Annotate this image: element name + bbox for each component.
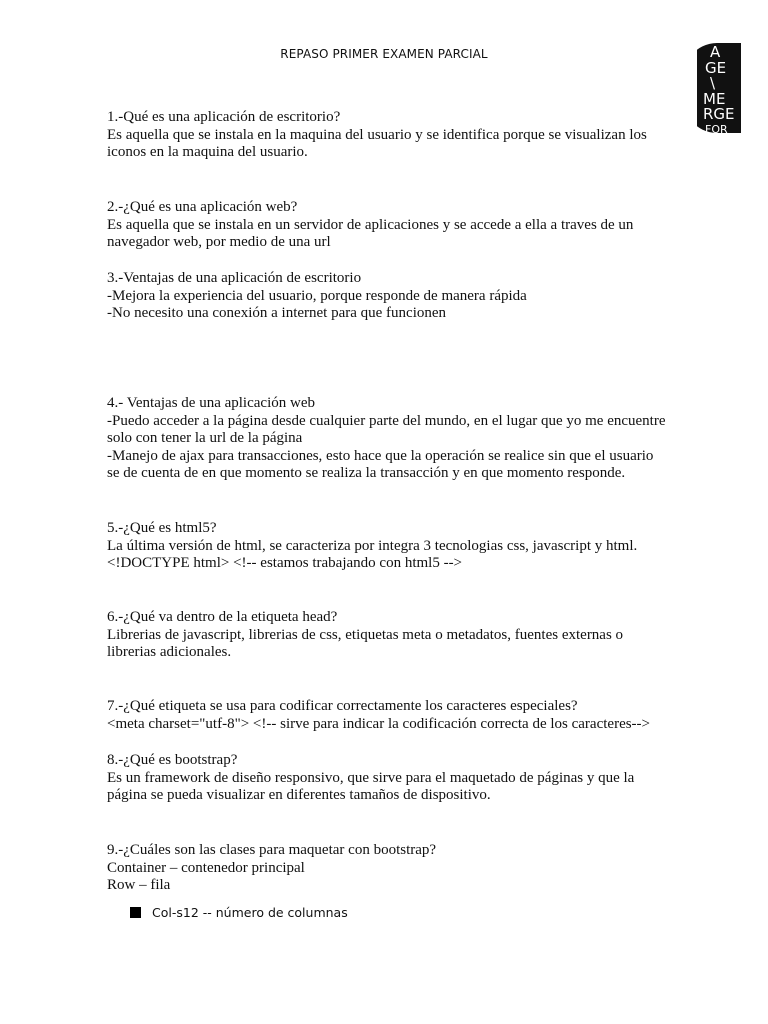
question-text: 2.-¿Qué es una aplicación web? [107, 199, 298, 215]
qa-section-9 [107, 842, 436, 895]
answer-text: Container – contenedor principal Row – fila [107, 859, 305, 894]
answer-text: -Puedo acceder a la página desde cualquier parte del mundo, en el lugar que yo me encuentre solo con tener la url de la página -Manejo de ajax para transacciones, esto hace que la operación se realice sin que el usuario se de cuenta de en que momento se realiza la transacción y en que momento responde. [107, 412, 666, 482]
qa-section-8 [107, 752, 667, 805]
question-text: 8.-¿Qué es bootstrap? [107, 752, 238, 768]
answer-text: <meta charset="utf-8"> <!-- sirve para indicar la codificación correcta de los caracteres--> [107, 715, 651, 732]
svg-text:FOR: FOR [705, 123, 728, 133]
question-text: 1.-Qué es una aplicación de escritorio? [107, 109, 341, 125]
qa-section-7 [107, 698, 650, 733]
qa-section-5 [107, 520, 637, 573]
answer-text: -Mejora la experiencia del usuario, porque responde de manera rápida -No necesito una conexión a internet para que funcionen [107, 287, 527, 322]
answer-text: Es aquella que se instala en la maquina del usuario y se identifica porque se visualizan los iconos en la maquina del usuario. [107, 126, 647, 161]
qa-section-3 [107, 270, 527, 323]
square-bullet-icon [130, 907, 141, 918]
document-title: REPASO PRIMER EXAMEN PARCIAL [280, 47, 488, 61]
pagemerge-logo [697, 43, 741, 133]
svg-text:A: A [710, 43, 721, 61]
qa-section-2 [107, 199, 667, 252]
svg-text:ME: ME [703, 90, 726, 108]
answer-text: La última versión de html, se caracteriza por integra 3 tecnologias css, javascript y html. <!DOCTYPE html> <!-- estamos trabajando con html5 --> [107, 537, 638, 572]
bullet-item-text: Col-s12 -- número de columnas [152, 905, 348, 920]
answer-text: Librerias de javascript, librerias de css, etiquetas meta o metadatos, fuentes externas o librerias adicionales. [107, 626, 624, 661]
question-text: 9.-¿Cuáles son las clases para maquetar con bootstrap? [107, 842, 437, 858]
question-text: 4.- Ventajas de una aplicación web [107, 395, 315, 411]
bullet-list-item [130, 905, 348, 920]
question-text: 3.-Ventajas de una aplicación de escritorio [107, 270, 362, 286]
question-text: 5.-¿Qué es html5? [107, 520, 217, 536]
answer-text: Es un framework de diseño responsivo, que sirve para el maquetado de páginas y que la página se pueda visualizar en diferentes tamaños de dispositivo. [107, 769, 635, 804]
answer-text: Es aquella que se instala en un servidor de aplicaciones y se accede a ella a traves de un navegador web, por medio de una url [107, 216, 634, 251]
svg-text:GE: GE [705, 59, 727, 77]
qa-section-6 [107, 609, 667, 662]
svg-text:\: \ [710, 74, 716, 92]
qa-section-1 [107, 109, 667, 162]
question-text: 7.-¿Qué etiqueta se usa para codificar correctamente los caracteres especiales? [107, 698, 578, 714]
question-text: 6.-¿Qué va dentro de la etiqueta head? [107, 609, 338, 625]
qa-section-4 [107, 395, 667, 483]
svg-text:RGE: RGE [703, 105, 735, 123]
